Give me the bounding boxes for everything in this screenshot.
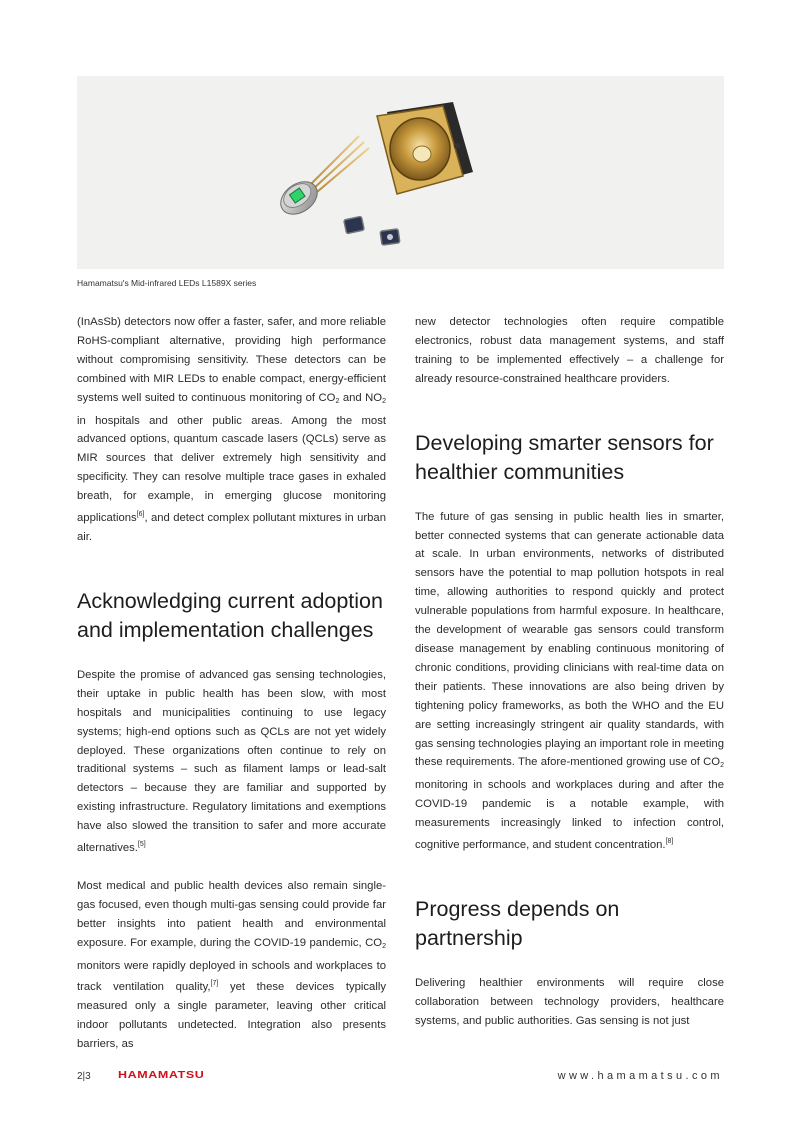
body-paragraph: new detector technologies often require compatible electronics, robust data management systems, and staff training to be implemented effectively – a challenge for already resource-constrained healthcare providers. <box>415 316 724 385</box>
body-paragraph: Delivering healthier environments will require close collaboration between technology providers, healthcare systems, and public authorities. Gas sensing is not just <box>415 976 724 1027</box>
body-paragraph: (InAsSb) detectors now offer a faster, safer, and more reliable RoHS-compliant alternative, providing high performance without compromising sensitivity. These detectors can be combined with MIR LEDs to enable compact, energy-efficient systems well suited to continuous monitoring of $CO_2$ and $NO_2$ in hospitals and other public areas. Among the most advanced options, quantum cascade lasers (QCLs) serve as MIR sources that deliver extremely high sensitivity and specificity. They can resolve multiple trace gases in exhaled breath, for example, in emerging glucose monitoring applications[6], and detect complex pollutant mixtures in urban air. <box>77 316 386 543</box>
figure-caption: Hamamatsu's Mid-infrared LEDs L1589X series <box>77 278 257 288</box>
body-paragraph: The future of gas sensing in public health lies in smarter, better connected systems that can generate actionable data at scale. In urban environments, networks of distributed sensors have the potential to map pollution hotspots in real time, allowing authorities to respond quickly and protect vulnerable populations from harmful exposure. In healthcare, the development of wearable gas sensors could transform disease management by enabling continuous monitoring of chronic conditions, providing clinicians with real-time data on their patients. These innovations are also being driven by tightening policy frameworks, as both the WHO and the EU are setting increasingly stringent air quality standards, with gas sensing technologies playing an important role in meeting these requirements. The afore-mentioned growing use of $CO_2$ monitoring in schools and workplaces during and after the COVID-19 pandemic is a notable example, with measurements increasingly linked to infection control, cognitive performance, and student concentration.[8] <box>415 510 724 852</box>
left-column <box>77 313 386 1054</box>
body-paragraph: Most medical and public health devices also remain single-gas focused, even though multi-gas sensing could provide far better insights into patient health and environmental exposure. For example, during the COVID-19 pandemic, $CO_2$ monitors were rapidly deployed in schools and workplaces to track ventilation quality,[7] yet these devices typically measured only a single parameter, leaving other critical indoor pollutants undetected. Integration also presents barriers, as <box>77 879 386 1051</box>
subscript: 2 <box>720 762 724 770</box>
subscript: 2 <box>335 397 340 405</box>
product-photo <box>77 76 724 269</box>
body-paragraph: Despite the promise of advanced gas sensing technologies, their uptake in public health has been slow, with most hospitals and municipalities continuing to use legacy systems; high-end options such as QCLs are not yet widely deployed. These organizations often continue to rely on traditional systems – such as filament lamps or lead-salt detectors – because they are familiar and supported by existing infrastructure. Regulatory limitations and exemptions have also slowed the transition to safer and more accurate alternatives.[5] <box>77 668 386 855</box>
hamamatsu-logo: HAMAMATSU <box>118 1069 205 1081</box>
mid-infrared-led-illustration <box>77 76 724 269</box>
reference-marker: [8] <box>665 838 674 846</box>
reference-marker: [7] <box>210 980 219 988</box>
reference-marker: [5] <box>137 841 146 849</box>
section-heading: Acknowledging current adoption and implementation challenges <box>77 588 383 642</box>
subscript: 2 <box>382 942 386 950</box>
website-url[interactable]: www.hamamatsu.com <box>557 1070 723 1082</box>
section-heading: Developing smarter sensors for healthier communities <box>415 430 714 484</box>
page-number: 2|3 <box>77 1071 91 1082</box>
subscript: 2 <box>382 397 386 405</box>
reference-marker: [6] <box>136 511 145 519</box>
section-heading: Progress depends on partnership <box>415 896 620 950</box>
right-column <box>415 313 724 1031</box>
